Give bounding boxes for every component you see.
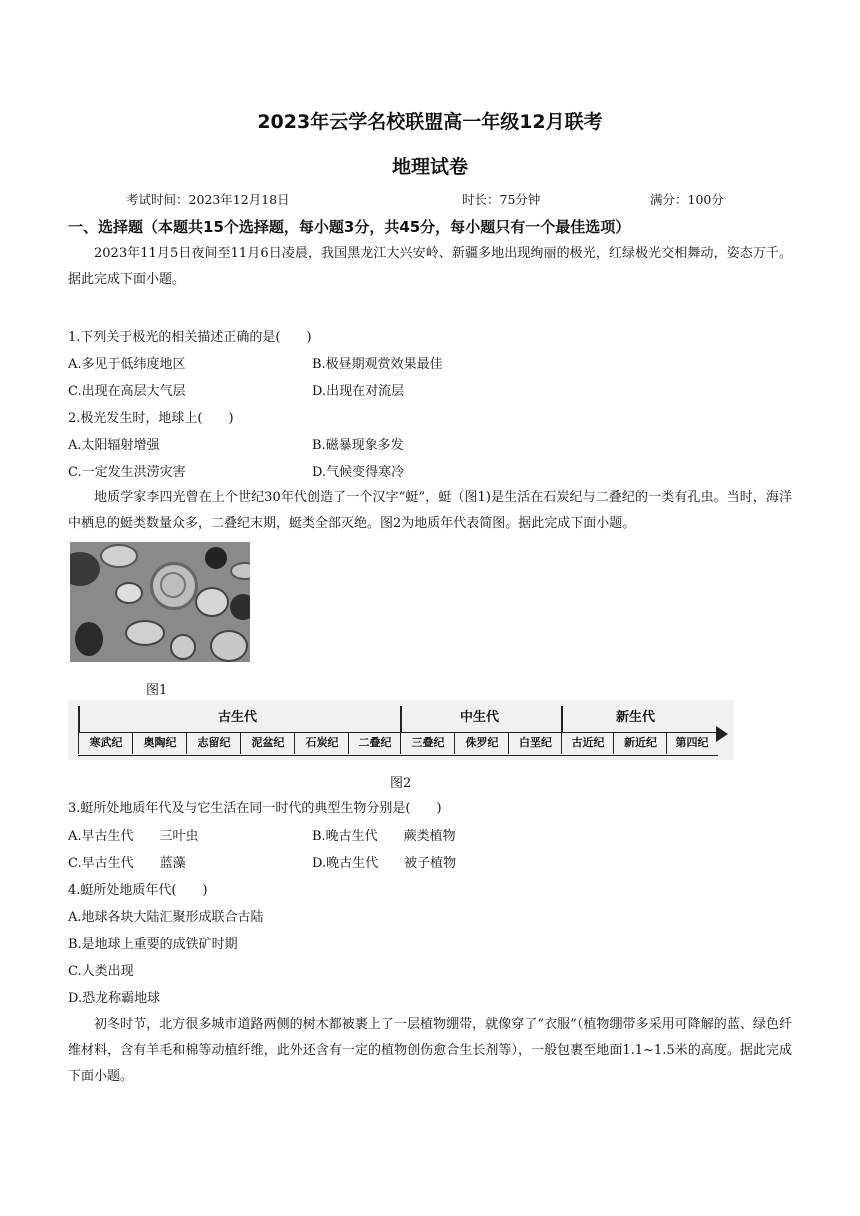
period-quaternary: 第四纪 [666, 732, 717, 754]
exam-title: 2023年云学名校联盟高一年级12月联考 [257, 111, 603, 133]
period-paleogene: 古近纪 [561, 732, 614, 754]
question-2-option-a: A.太阳辐射增强 [68, 438, 160, 453]
period-carboniferous: 石炭纪 [294, 732, 349, 754]
question-4-stem: 4.蜓所处地质年代( ) [68, 883, 208, 898]
era-boundary-tick [78, 706, 80, 732]
question-1-option-a: A.多见于低纬度地区 [68, 357, 186, 372]
timeline-arrow-icon [716, 726, 728, 742]
question-3-option-d: D.晚古生代 被子植物 [312, 856, 457, 871]
period-devonian: 泥盆纪 [240, 732, 295, 754]
question-2-option-b: B.磁暴现象多发 [312, 438, 404, 453]
question-2-option-c: C.一定发生洪涝灾害 [68, 465, 186, 480]
period-jurassic: 侏罗纪 [454, 732, 509, 754]
question-1-option-b: B.极昼期观赏效果最佳 [312, 357, 443, 372]
question-4-option-c: C.人类出现 [68, 964, 134, 979]
question-3-option-b: B.晚古生代 蕨类植物 [312, 829, 456, 844]
question-3-stem: 3.蜓所处地质年代及与它生活在同一时代的典型生物分别是( ) [68, 801, 442, 816]
exam-subtitle: 地理试卷 [391, 156, 468, 178]
exam-full-score: 满分：100分 [650, 192, 724, 207]
question-4-option-b: B.是地球上重要的成铁矿时期 [68, 937, 238, 952]
fusulinid-fossil-photo [70, 542, 250, 662]
question-3-option-a: A.早古生代 三叶虫 [68, 829, 199, 844]
figure-1-caption: 图1 [146, 683, 168, 698]
period-ordovician: 奥陶纪 [132, 732, 187, 754]
question-1-option-c: C.出现在高层大气层 [68, 384, 186, 399]
era-boundary-tick [400, 706, 402, 732]
question-1-stem: 1.下列关于极光的相关描述正确的是( ) [68, 330, 312, 345]
geologic-timescale-figure [68, 700, 734, 760]
question-2-stem: 2.极光发生时，地球上( ) [68, 411, 234, 426]
question-4-option-d: D.恐龙称霸地球 [68, 991, 161, 1006]
question-4-option-a: A.地球各块大陆汇聚形成联合古陆 [68, 910, 264, 925]
question-2-option-d: D.气候变得寒冷 [312, 465, 405, 480]
exam-time: 考试时间：2023年12月18日 [126, 192, 290, 207]
passage-fusulinid: 地质学家李四光曾在上个世纪30年代创造了一个汉字“蜓”，蜓（图1)是生活在石炭纪与二叠纪的一类有孔虫。当时，海洋中栖息的蜓类数量众多，二叠纪末期，蜓类全部灭绝。图2为地质年代表简图。据此完成下面小题。 [68, 490, 792, 531]
question-1-option-d: D.出现在对流层 [312, 384, 405, 399]
period-cambrian: 寒武纪 [78, 732, 133, 754]
period-triassic: 三叠纪 [400, 732, 455, 754]
era-label-cenozoic: 新生代 [616, 710, 656, 725]
era-label-mesozoic: 中生代 [460, 710, 500, 725]
period-cretaceous: 白垩纪 [508, 732, 562, 754]
passage-aurora: 2023年11月5日夜间至11月6日凌晨，我国黑龙江大兴安岭、新疆多地出现绚丽的极光，红绿极光交相舞动，姿态万千。据此完成下面小题。 [68, 246, 792, 287]
figure-2-caption: 图2 [390, 776, 412, 791]
passage-tree-bandage: 初冬时节，北方很多城市道路两侧的树木都被裹上了一层植物绷带，就像穿了“衣服”（植物绷带多采用可降解的蓝、绿色纤维材料，含有羊毛和棉等动植纤维，此外还含有一定的植物创伤愈合生长剂等），一般包裹至地面1.1~1.5米的高度。据此完成下面小题。 [68, 1017, 792, 1084]
period-permian: 二叠纪 [348, 732, 401, 754]
exam-duration: 时长：75分钟 [462, 192, 541, 207]
period-silurian: 志留纪 [186, 732, 241, 754]
era-boundary-tick [561, 706, 563, 732]
section-heading: 一、选择题（本题共15个选择题，每小题3分，共45分，每小题只有一个最佳选项） [68, 218, 631, 236]
period-neogene: 新近纪 [613, 732, 667, 754]
question-3-option-c: C.早古生代 蓝藻 [68, 856, 186, 871]
era-label-paleozoic: 古生代 [218, 710, 258, 725]
